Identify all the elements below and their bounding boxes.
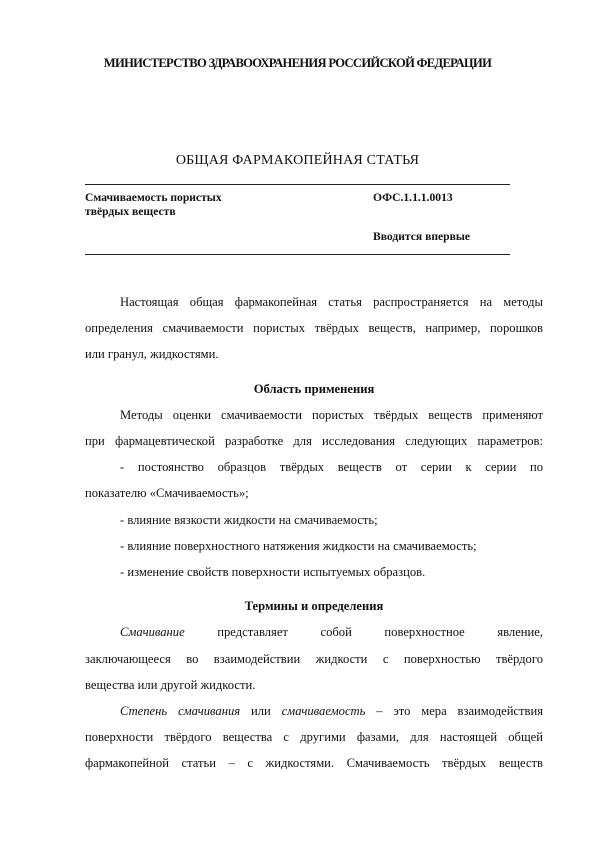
definition-2-or: или — [240, 704, 282, 719]
list-item-2: - влияние вязкости жидкости на смачиваемость; — [120, 512, 378, 527]
definition-2-line-3: фармакопейной статьи – с жидкостями. Смачиваемость твёрдых веществ — [85, 756, 543, 771]
article-subject-line1: Смачиваемость пористых — [85, 191, 222, 204]
ministry-header: МИНИСТЕРСТВО ЗДРАВООХРАНЕНИЯ РОССИЙСКОЙ ФЕДЕРАЦИИ — [103, 56, 492, 70]
list-item-1-line-2: показателю «Смачиваемость»; — [85, 486, 249, 501]
article-subject-line2: твёрдых веществ — [85, 205, 176, 218]
article-subject — [85, 191, 285, 219]
definition-2-line-1 — [85, 698, 543, 724]
term-wettability: смачиваемость — [281, 704, 366, 719]
spacer — [85, 368, 543, 376]
definition-2-line-2: поверхности твёрдого вещества с другими фазами, для настоящей общей — [85, 730, 543, 745]
article-body — [85, 289, 543, 777]
intro-line-1: Настоящая общая фармакопейная статья распространяется на методы — [120, 295, 543, 309]
definition-1-text: представляет собой поверхностное явление, — [184, 625, 543, 640]
list-item-1-line-1: - постоянство образцов твёрдых веществ от серии к серии по — [120, 460, 543, 475]
section-heading-scope: Область применения — [253, 381, 375, 396]
document-type-title: ОБЩАЯ ФАРМАКОПЕЙНАЯ СТАТЬЯ — [175, 153, 420, 168]
scope-line-1: Методы оценки смачиваемости пористых твёрдых веществ применяют — [120, 407, 543, 422]
scope-line-2: при фармацевтической разработке для исследования следующих параметров: — [85, 434, 543, 449]
definition-2-text: – это мера взаимодействия — [365, 704, 544, 719]
list-item-4: - изменение свойств поверхности испытуемых образцов. — [120, 565, 426, 580]
article-code: ОФС.1.1.1.0013 — [373, 191, 453, 204]
section-heading-terms: Термины и определения — [244, 599, 384, 614]
bottom-divider — [85, 254, 510, 255]
top-divider — [85, 184, 510, 185]
intro-line-3: или гранул, жидкостями. — [85, 347, 219, 362]
introduction-status: Вводится впервые — [373, 230, 471, 243]
definition-1-line-3: вещества или другой жидкости. — [85, 677, 256, 692]
intro-line-2: определения смачиваемости пористых твёрдых веществ, например, порошков — [85, 321, 543, 336]
definition-1-line-2: заключающееся во взаимодействии жидкости с поверхностью твёрдого — [85, 651, 543, 666]
definition-1-line-1 — [85, 619, 543, 645]
spacer — [85, 585, 543, 593]
term-wetting: Смачивание — [120, 625, 185, 640]
term-wetting-degree: Степень смачивания — [120, 704, 241, 719]
list-item-3: - влияние поверхностного натяжения жидкости на смачиваемость; — [120, 538, 477, 553]
